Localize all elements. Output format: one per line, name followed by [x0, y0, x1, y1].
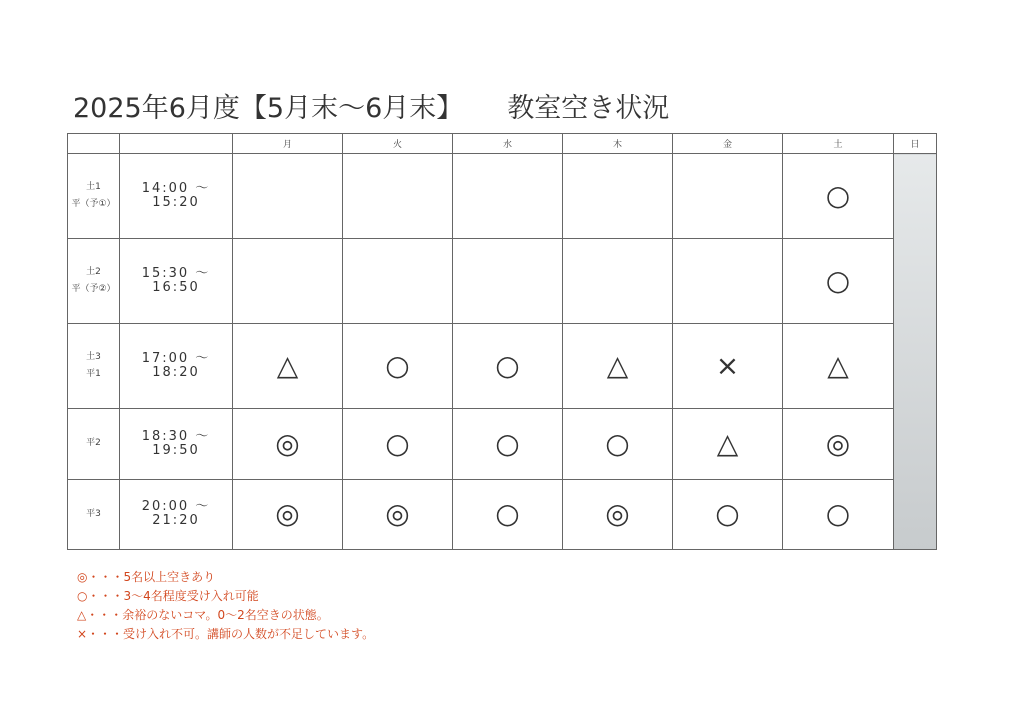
header-tue: 火 [343, 134, 453, 154]
header-row [68, 134, 937, 154]
legend-item-full: ×・・・受け入れ不可。講師の人数が不足しています。 [77, 627, 375, 641]
slot-time [120, 409, 233, 479]
cell-thu [563, 409, 673, 479]
cell-fri [673, 239, 783, 324]
cell-sat [783, 154, 894, 239]
availability-mark: △ [276, 349, 299, 383]
cell-fri [673, 479, 783, 550]
cell-wed [453, 154, 563, 239]
cell-thu [563, 239, 673, 324]
availability-mark: ○ [385, 426, 410, 460]
time-start: 20:00 ～ [141, 499, 211, 515]
cell-wed [453, 324, 563, 409]
availability-mark: ○ [495, 426, 520, 460]
slot-time [120, 154, 233, 239]
header-blank-time [120, 134, 233, 154]
cell-mon [233, 479, 343, 550]
header-wed: 水 [453, 134, 563, 154]
availability-mark: ◎ [275, 426, 300, 460]
cell-mon [233, 324, 343, 409]
time-end: 16:50 [152, 280, 200, 296]
cell-sat [783, 324, 894, 409]
cell-wed [453, 409, 563, 479]
slot-code-1: 平3 [86, 508, 101, 519]
availability-mark: ○ [825, 179, 851, 212]
table-row [68, 409, 937, 479]
availability-mark: ○ [715, 497, 740, 531]
availability-mark: △ [606, 349, 629, 383]
time-start: 17:00 ～ [141, 351, 211, 367]
time-start: 18:30 ～ [141, 428, 211, 444]
table-row [68, 324, 937, 409]
title-main: 2025年6月度【5月末～6月末】 [73, 93, 464, 124]
cell-sat [783, 239, 894, 324]
availability-mark: ○ [825, 497, 851, 531]
header-sun: 日 [894, 134, 937, 154]
slot-time [120, 239, 233, 324]
legend-item-limited: △・・・余裕のないコマ。0～2名空きの状態。 [77, 608, 329, 622]
title-sub: 教室空き状況 [507, 93, 670, 124]
table-row [68, 239, 937, 324]
table-row [68, 154, 937, 239]
slot-code [68, 409, 120, 479]
cell-tue [343, 154, 453, 239]
time-end: 18:20 [152, 365, 200, 381]
slot-code [68, 324, 120, 409]
header-mon: 月 [233, 134, 343, 154]
slot-code-1: 土2 [86, 267, 101, 278]
legend [77, 568, 374, 644]
table-row [68, 479, 937, 550]
slot-code-1: 土1 [86, 182, 101, 192]
time-end: 15:20 [152, 195, 200, 210]
slot-code-1: 平2 [86, 438, 101, 449]
cell-sat [783, 479, 894, 550]
legend-item-available: ○・・・3～4名程度受け入れ可能 [77, 589, 259, 603]
cell-thu [563, 154, 673, 239]
availability-mark: ○ [605, 426, 630, 460]
slot-code-2: 平（予①） [71, 199, 116, 209]
availability-mark: ◎ [275, 497, 300, 531]
cell-tue [343, 479, 453, 550]
slot-time [120, 479, 233, 550]
slot-code-1: 土3 [86, 352, 101, 363]
cell-tue [343, 324, 453, 409]
page-title [73, 86, 669, 125]
time-start: 14:00 ～ [141, 181, 211, 196]
availability-mark: ◎ [605, 497, 630, 531]
cell-thu [563, 479, 673, 550]
availability-mark: ○ [385, 349, 410, 383]
availability-mark: × [715, 349, 740, 383]
availability-mark: ○ [495, 497, 520, 531]
cell-tue [343, 409, 453, 479]
availability-mark: ○ [495, 349, 520, 383]
availability-mark: △ [716, 426, 739, 460]
slot-code-2: 平（予②） [71, 284, 116, 295]
cell-sat [783, 409, 894, 479]
slot-time [120, 324, 233, 409]
time-end: 19:50 [152, 442, 200, 458]
slot-code [68, 239, 120, 324]
cell-wed [453, 239, 563, 324]
time-end: 21:20 [152, 513, 200, 529]
cell-fri [673, 154, 783, 239]
header-blank-code [68, 134, 120, 154]
cell-mon [233, 154, 343, 239]
cell-fri [673, 409, 783, 479]
legend-item-excellent: ◎・・・5名以上空きあり [77, 570, 216, 584]
header-fri: 金 [673, 134, 783, 154]
header-sat: 土 [783, 134, 894, 154]
header-thu: 木 [563, 134, 673, 154]
time-start: 15:30 ～ [141, 266, 211, 282]
slot-code [68, 154, 120, 239]
cell-wed [453, 479, 563, 550]
availability-mark: ◎ [825, 426, 851, 460]
cell-tue [343, 239, 453, 324]
slot-code [68, 479, 120, 550]
cell-mon [233, 239, 343, 324]
availability-mark: ◎ [385, 497, 410, 531]
sunday-column [894, 154, 937, 550]
availability-mark: ○ [825, 264, 851, 298]
cell-mon [233, 409, 343, 479]
cell-thu [563, 324, 673, 409]
availability-mark: △ [827, 349, 849, 383]
cell-fri [673, 324, 783, 409]
slot-code-2: 平1 [86, 369, 101, 380]
availability-table [67, 133, 937, 550]
